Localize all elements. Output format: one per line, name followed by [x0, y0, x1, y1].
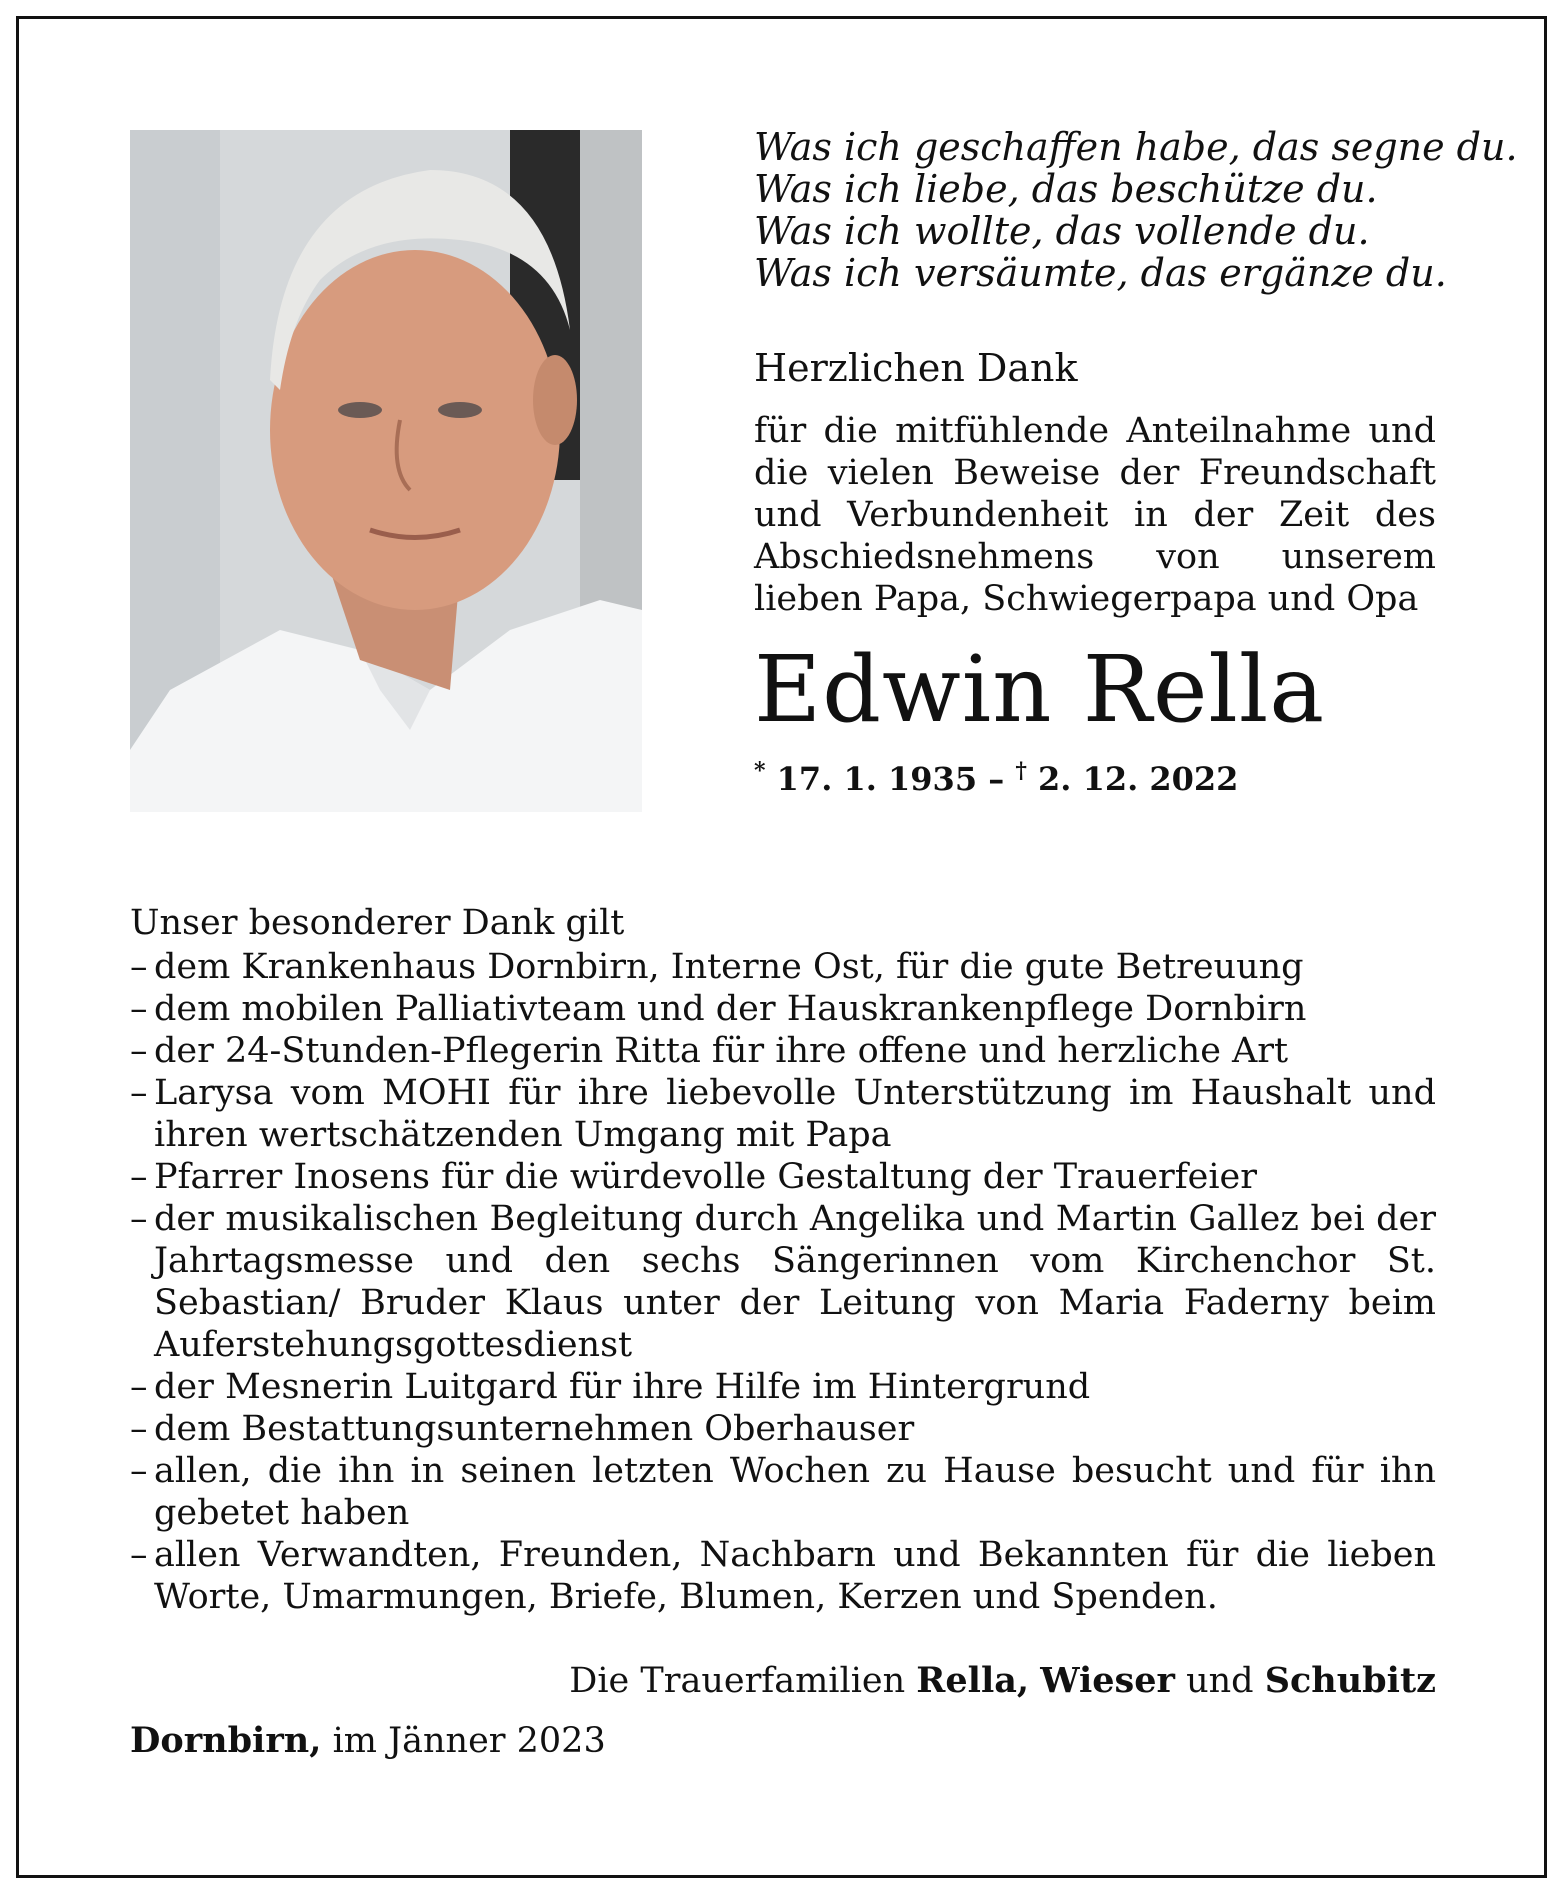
right-column: [754, 125, 1518, 798]
deceased-name: Edwin Rella: [754, 636, 1326, 743]
list-item: – Pfarrer Inosens für die würdevolle Gestaltung der Trauerfeier: [130, 1156, 1436, 1198]
place-and-date: [130, 1720, 606, 1761]
family-name: Rella,: [916, 1660, 1030, 1701]
date-separator: –: [988, 760, 1005, 798]
list-item: – allen, die ihn in seinen letzten Wochen zu Hause besucht und für ihn gebetet haben: [130, 1450, 1436, 1534]
death-date: 2. 12. 2022: [1038, 760, 1239, 798]
portrait-photo: [130, 130, 642, 812]
family-name: Wieser: [1040, 1660, 1175, 1701]
birth-symbol: *: [754, 758, 766, 784]
poem-line: Was ich versäumte, das ergänze du.: [754, 251, 1447, 295]
death-symbol: †: [1015, 758, 1027, 784]
poem-line: Was ich liebe, das beschütze du.: [754, 167, 1378, 211]
thanks-intro-text: für die mitfühlende Anteilnahme und die vielen Beweise der Freundschaft und Verbundenheit in der Zeit des Abschiedsnehmens von unserem lieben Papa, Schwiegerpapa und Opa: [754, 411, 1436, 619]
list-item: – allen Verwandten, Freunden, Nachbarn und Bekannten für die lieben Worte, Umarmungen, Briefe, Blumen, Kerzen und Spenden.: [130, 1534, 1436, 1618]
signature-conjunction: und: [1186, 1661, 1254, 1701]
portrait-illustration: [130, 130, 642, 812]
poem-line: Was ich geschaffen habe, das segne du.: [754, 125, 1518, 169]
family-signature: [130, 1660, 1436, 1702]
list-item: – der 24-Stunden-Pflegerin Ritta für ihre offene und herzliche Art: [130, 1030, 1436, 1072]
thanks-heading: Herzlichen Dank: [754, 346, 1078, 390]
list-item: – dem Bestattungsunternehmen Oberhauser: [130, 1408, 1436, 1450]
date: im Jänner 2023: [332, 1721, 606, 1761]
poem: [754, 125, 1518, 295]
birth-date: 17. 1. 1935: [776, 760, 978, 798]
special-thanks-section: [130, 902, 1436, 1702]
list-item: – dem mobilen Palliativteam und der Hauskrankenpflege Dornbirn: [130, 988, 1436, 1030]
family-name: Schubitz: [1264, 1660, 1436, 1701]
list-item: – der musikalischen Begleitung durch Angelika und Martin Gallez bei der Jahrtagsmesse und den sechs Sängerinnen vom Kirchenchor St. Sebastian/ Bruder Klaus unter der Leitung von Maria Faderny beim Auferstehungsgottesdienst: [130, 1198, 1436, 1366]
place: Dornbirn,: [130, 1720, 322, 1761]
special-thanks-list: [130, 946, 1436, 1618]
list-item: – Larysa vom MOHI für ihre liebevolle Unterstützung im Haushalt und ihren wertschätzenden Umgang mit Papa: [130, 1072, 1436, 1156]
list-item: – der Mesnerin Luitgard für ihre Hilfe im Hintergrund: [130, 1366, 1436, 1408]
special-thanks-intro: Unser besonderer Dank gilt: [130, 903, 625, 943]
list-item: – dem Krankenhaus Dornbirn, Interne Ost, für die gute Betreuung: [130, 946, 1436, 988]
poem-line: Was ich wollte, das vollende du.: [754, 209, 1370, 253]
signature-prefix: Die Trauerfamilien: [569, 1661, 906, 1701]
life-dates: [754, 758, 1436, 798]
